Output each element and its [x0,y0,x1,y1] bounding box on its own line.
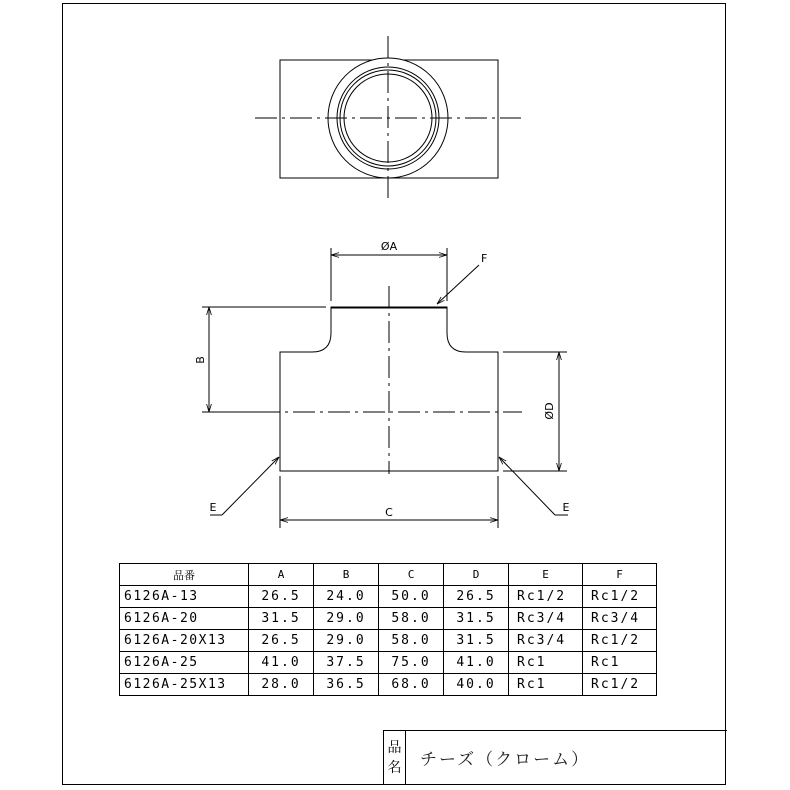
cell-b: 29.0 [314,608,379,630]
cell-d: 41.0 [444,652,509,674]
leader-f [437,265,479,304]
header-e: E [509,564,583,586]
cell-f: Rc3/4 [583,608,657,630]
spec-table [119,563,657,696]
cell-a: 31.5 [249,608,314,630]
header-a: A [249,564,314,586]
cell-c: 58.0 [379,608,444,630]
front-view [202,248,568,528]
header-c: C [379,564,444,586]
cell-b: 37.5 [314,652,379,674]
part-number-cell: 6126A-13 [120,586,249,608]
cell-c: 58.0 [379,630,444,652]
cell-d: 40.0 [444,674,509,696]
table-row [120,652,657,674]
cell-c: 75.0 [379,652,444,674]
table-row [120,608,657,630]
cell-f: Rc1/2 [583,674,657,696]
cell-e: Rc1 [509,652,583,674]
leader-e-left [222,457,279,515]
part-number-cell: 6126A-20X13 [120,630,249,652]
cell-a: 26.5 [249,630,314,652]
title-block [383,730,727,785]
part-number-cell: 6126A-20 [120,608,249,630]
cell-d: 31.5 [444,630,509,652]
dim-d-label: ØD [543,402,556,420]
spec-table-header-row [120,564,657,586]
cell-f: Rc1 [583,652,657,674]
header-b: B [314,564,379,586]
cell-d: 31.5 [444,608,509,630]
cell-a: 41.0 [249,652,314,674]
product-name: チーズ（クローム） [420,750,591,770]
cell-e: Rc3/4 [509,608,583,630]
product-name-label [384,731,406,785]
cell-c: 68.0 [379,674,444,696]
table-row [120,586,657,608]
product-name-label-line1: 品 [387,740,402,756]
cell-a: 26.5 [249,586,314,608]
header-part-number: 品番 [120,564,249,586]
table-row [120,630,657,652]
cell-f: Rc1/2 [583,630,657,652]
cell-e: Rc1/2 [509,586,583,608]
product-name-label-line2: 名 [387,760,402,776]
dim-e-left-label: E [209,501,217,514]
table-row [120,674,657,696]
dim-c-label: C [385,506,393,519]
cell-e: Rc1 [509,674,583,696]
dim-e-right-label: E [562,501,570,514]
part-number-cell: 6126A-25X13 [120,674,249,696]
cell-b: 36.5 [314,674,379,696]
cell-d: 26.5 [444,586,509,608]
leader-e-right [499,457,555,515]
top-view [255,36,521,200]
part-number-cell: 6126A-25 [120,652,249,674]
cell-c: 50.0 [379,586,444,608]
cell-e: Rc3/4 [509,630,583,652]
header-d: D [444,564,509,586]
cell-b: 24.0 [314,586,379,608]
dim-b-label: B [194,356,207,364]
dim-a-label: ØA [380,240,398,253]
dim-f-label: F [481,252,488,265]
cell-b: 29.0 [314,630,379,652]
header-f: F [583,564,657,586]
cell-a: 28.0 [249,674,314,696]
cell-f: Rc1/2 [583,586,657,608]
